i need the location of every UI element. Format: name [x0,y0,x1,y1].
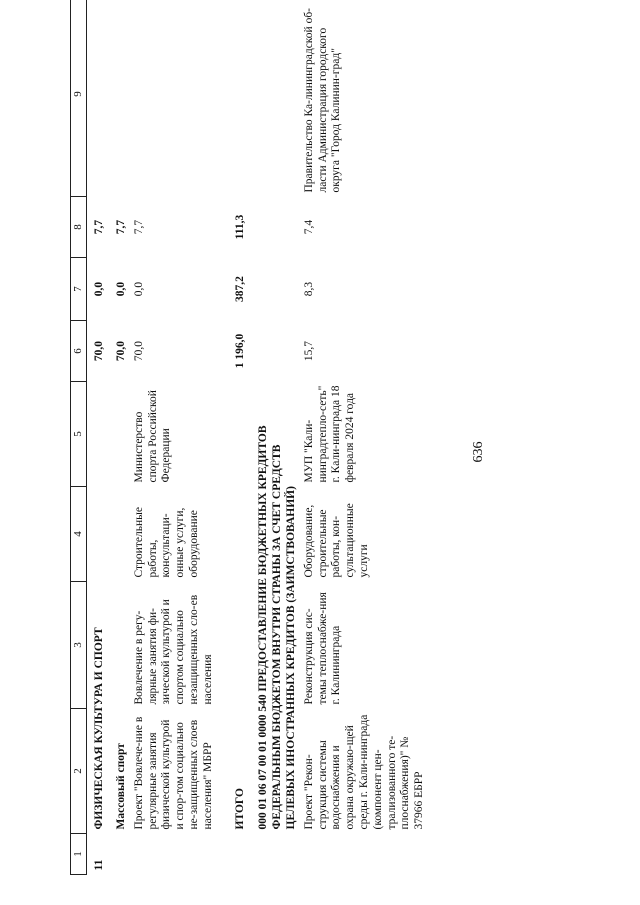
cell-value: 0,0 [132,281,145,297]
budget-table [70,0,429,875]
project-work: Строительные работы, консультаци-онные услуги, оборудование [132,507,200,578]
cell-value: 7,4 [302,219,315,235]
cell-value: 1 196,0 [233,333,246,369]
column-header: 6 [71,321,87,382]
table-row [87,0,109,875]
cell-value: 8,3 [302,281,315,297]
cell-value: 7,7 [93,219,106,235]
column-header: 1 [71,834,87,875]
cell-value: 7,7 [132,219,145,235]
project-goal: Вовлечение в регу-лярные занятия фи-зической культурой и спортом социально незащищенных сло-ев населения [132,594,214,705]
project-name: Проект "Рекон-струкция системы водоснабжения и охрана окружаю-щей среды г. Кали-нинграда (компонент цен-трализованного те-плоснабжения)" № 37966 ЕБРР [302,714,426,830]
column-header: 2 [71,709,87,834]
rotated-table-page [70,7,605,875]
cell-value: 0,0 [114,281,127,297]
subsection-title: Массовый спорт [114,743,127,830]
cell-value: 0,0 [93,281,106,297]
project-work: Оборудование, строительные работы, кон-сультационные услуги [302,503,370,578]
table-row [131,0,218,875]
column-header: 8 [71,197,87,258]
page-number: 636 [471,441,486,463]
column-header: 9 [71,0,87,197]
cell-value: 111,3 [233,214,246,240]
project-executor: МУП "Кали-нинградтепло-сеть" г. Кали-нинграда 18 февраля 2024 года [302,385,357,483]
cell-value: 387,2 [233,276,246,302]
column-header: 7 [71,258,87,321]
section-number: 11 [93,859,106,871]
column-header: 4 [71,487,87,582]
table-row [301,0,429,875]
total-label: ИТОГО [233,788,246,830]
total-row [232,0,250,875]
column-header: 3 [71,582,87,709]
cell-value: 15,7 [302,340,315,362]
table-row [109,0,131,875]
project-goal: Реконструкция сис-темы теплоснабже-ния г. Калининграда [302,592,343,705]
cell-value: 70,0 [93,340,106,362]
cell-value: 70,0 [114,340,127,362]
column-header: 5 [71,382,87,487]
column-number-row [71,0,87,875]
project-borrower: Правительство Ка-лининградской об-ласти Администрация городского округа "Город Калинин-град" [302,7,343,193]
section-title: ФИЗИЧЕСКАЯ КУЛЬТУРА И СПОРТ [93,627,106,830]
cell-value: 70,0 [132,340,145,362]
table-row [249,0,300,875]
project-name: Проект "Вовлече-ние в регулярные занятия физической культурой и спор-том социально не-защищенных слоев населения" МБРР [132,716,214,830]
project-executor: Министерство спорта Российской Федерации [132,390,173,483]
code-heading: 000 01 06 07 00 01 0000 540 ПРЕДОСТАВЛЕНИЕ БЮДЖЕТНЫХ КРЕДИТОВ ФЕДЕРАЛЬНЫМ БЮДЖЕТОМ ВНУТРИ СТРАНЫ ЗА СЧЕТ СРЕДСТВ ЦЕЛЕВЫХ ИНОСТРАННЫХ КРЕДИТОВ (ЗАИМСТВОВАНИЙ) [257,425,297,830]
cell-value: 7,7 [114,219,127,235]
